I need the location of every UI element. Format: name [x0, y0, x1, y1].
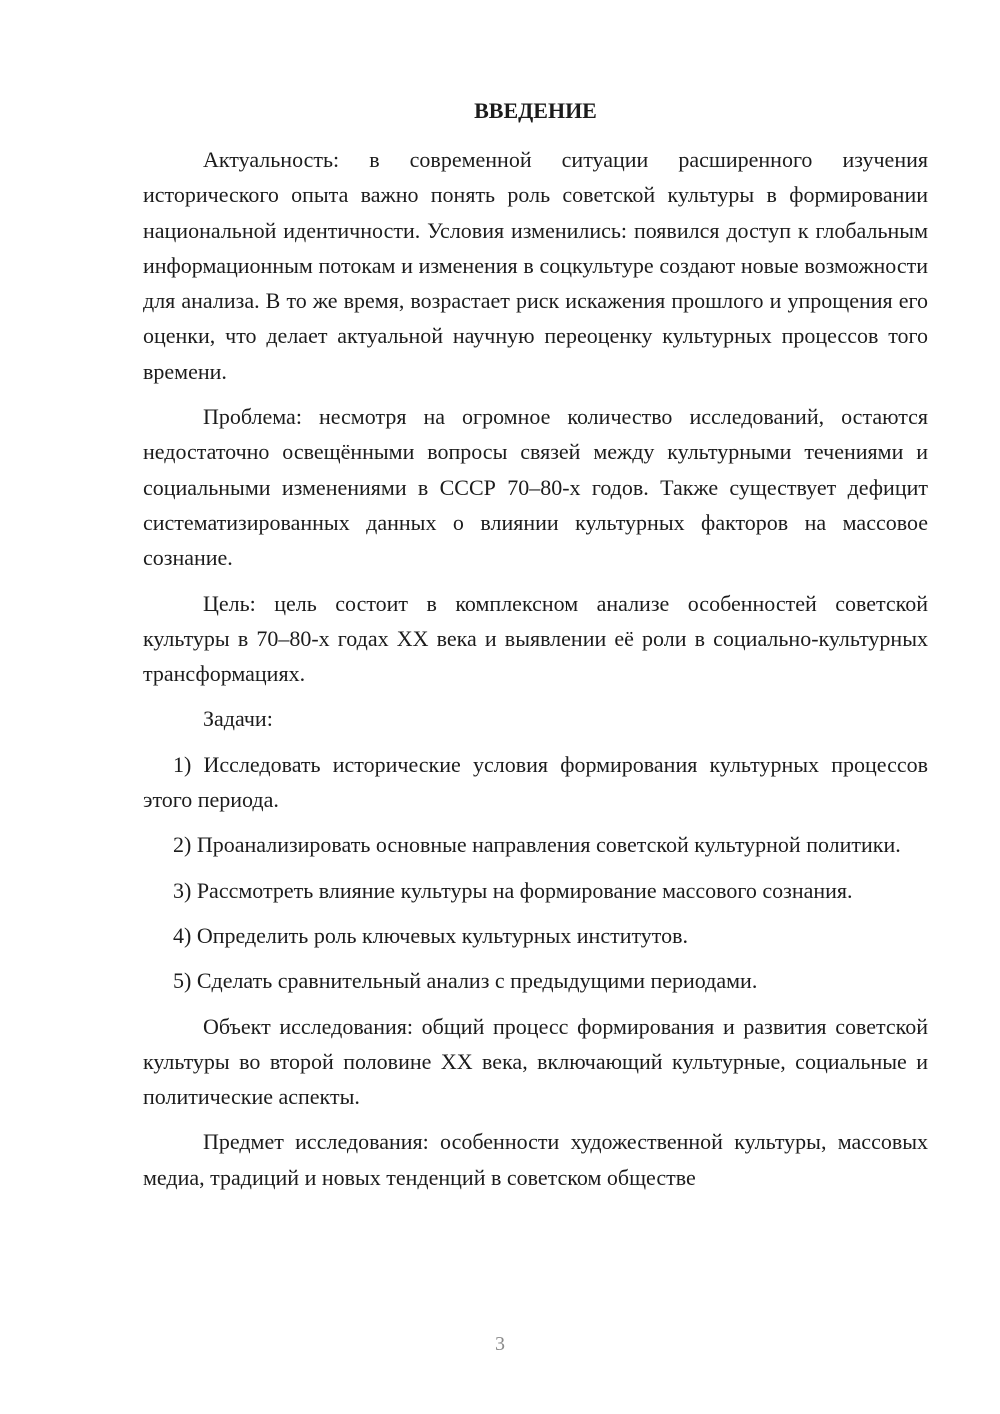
tasks-heading: Задачи:: [203, 706, 273, 732]
document-body: [143, 142, 928, 1195]
paragraph-problem: Проблема: несмотря на огромное количество исследований, остаются недостаточно освещёнными вопросы связей между культурными течениями и социальными изменениями в СССР 70–80-х годов. Также существует дефицит систематизированных данных о влиянии культурных факторов на массовое сознание.: [143, 404, 928, 571]
task-item-5: 5) Сделать сравнительный анализ с предыдущими периодами.: [173, 968, 758, 994]
task-item-4: 4) Определить роль ключевых культурных институтов.: [173, 922, 689, 948]
task-item-2: 2) Проанализировать основные направления советской культурной политики.: [173, 832, 901, 858]
task-item-3: 3) Рассмотреть влияние культуры на формирование массового сознания.: [173, 877, 853, 903]
paragraph-subject: Предмет исследования: особенности художественной культуры, массовых медиа, традиций и новых тенденций в советском обществе: [143, 1129, 928, 1190]
paragraph-relevance: Актуальность: в современной ситуации расширенного изучения исторического опыта важно понять роль советской культуры в формировании национальной идентичности. Условия изменились: появился доступ к глобальным информационным потокам и изменения в соцкультуре создают новые возможности для анализа. В то же время, возрастает риск искажения прошлого и упрощения его оценки, что делает актуальной научную переоценку культурных процессов того времени.: [143, 147, 928, 384]
task-item-1: 1) Исследовать исторические условия формирования культурных процессов этого периода.: [143, 751, 928, 813]
paragraph-goal: Цель: цель состоит в комплексном анализе особенностей советской культуры в 70–80-х годах XX века и выявлении её роли в социально-культурных трансформациях.: [143, 590, 928, 687]
page-title: ВВЕДЕНИЕ: [474, 98, 597, 123]
paragraph-object: Объект исследования: общий процесс формирования и развития советской культуры во второй половине XX века, включающий культурные, социальные и политические аспекты.: [143, 1013, 928, 1110]
page-number: 3: [495, 1333, 505, 1355]
